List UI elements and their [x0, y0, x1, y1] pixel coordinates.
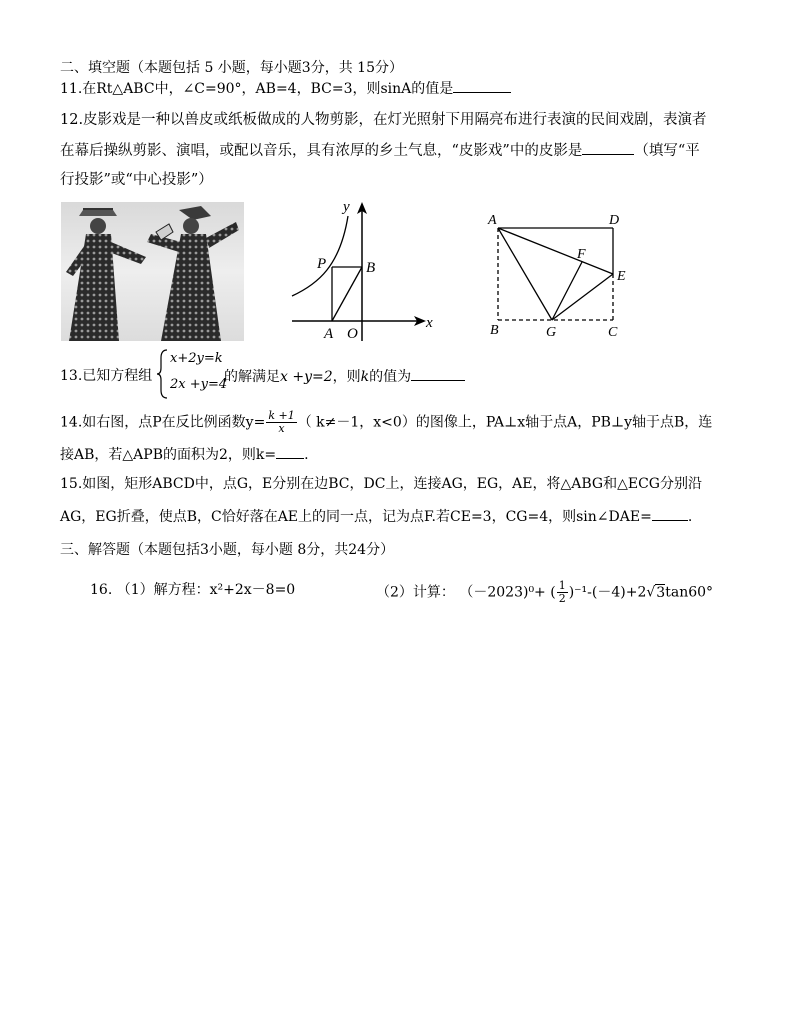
answer-blank-11: [453, 78, 511, 93]
fraction-k-plus-1-over-x: $\frac{k +1}{x}$: [268, 409, 295, 435]
fraction-one-half: $\frac{1}{2}$: [558, 579, 566, 605]
label-A: A: [324, 326, 334, 342]
question-11: [60, 78, 511, 99]
answer-blank-13: [411, 366, 465, 381]
answer-blank-12: [582, 140, 634, 155]
label-G: G: [546, 325, 557, 340]
answer-blank-15: [652, 506, 688, 521]
label-D: D: [609, 213, 620, 228]
segment-AG: [498, 228, 552, 320]
label-A: A: [488, 213, 497, 228]
equation-1: x+2y=k: [170, 351, 223, 366]
question-13: 13.已知方程组: [60, 368, 153, 384]
question-12-line-2: 在幕后操纵剪影、演唱，或配以音乐，具有浓厚的乡土气息，“皮影戏”中的皮影是 （填写“平: [60, 140, 700, 161]
hyperbola-graph-figure: [288, 196, 438, 350]
section-3-heading: 三、解答题（本题包括3小题，每小题 8分，共24分）: [60, 542, 395, 558]
question-15-line-2: AG，EG折叠，使点B，C恰好落在AE上的同一点，记为点F.若CE=3，CG=4，则sin∠DAE= .: [60, 506, 692, 527]
segment-AE: [498, 228, 613, 274]
label-O: O: [347, 326, 358, 342]
label-E: E: [617, 269, 626, 284]
label-x: x: [426, 315, 433, 331]
question-11-text: 11.在Rt△ABC中，∠C=90°，AB=4，BC=3，则sinA的值是: [60, 81, 454, 97]
rectangle-fold-figure: [485, 206, 635, 345]
sqrt-3: 3: [656, 584, 666, 601]
segment-GE: [552, 274, 613, 320]
answer-blank-14: [276, 444, 304, 459]
label-B: B: [490, 323, 499, 338]
question-14-line-2: 接AB，若△APB的面积为2，则k= .: [60, 444, 309, 465]
question-15-line-1: 15.如图，矩形ABCD中，点G，E分别在边BC，DC上，连接AG，EG，AE，将△ABG和△ECG分别沿: [60, 476, 702, 492]
segment-GF: [552, 262, 582, 320]
shadow-puppet-illustration: [61, 202, 244, 341]
rectangle-fold-diagram: [485, 206, 635, 341]
label-P: P: [317, 256, 327, 272]
question-16-part-2: （2）计算： （－2023)⁰+ ( $\frac{1}{2}$ )⁻¹-(－4)+2√3tan60°: [376, 579, 714, 605]
question-13-rest: 的解满足x +y=2，则k的值为: [224, 366, 465, 387]
hyperbola-graph: [288, 196, 438, 346]
question-12-line-3: 行投影”或“中心投影”）: [60, 172, 213, 188]
equation-2: 2x +y=4: [170, 377, 228, 392]
question-12-line-1: 12.皮影戏是一种以兽皮或纸板做成的人物剪影，在灯光照射下用隔亮布进行表演的民间戏剧，表演者: [60, 112, 707, 128]
shadow-puppet-photo: [61, 202, 244, 341]
question-14-line-1: 14.如右图，点P在反比例函数y= $\frac{k +1}{x}$ （ k≠－1，x<0）的图像上，PA⊥x轴于点A，PB⊥y轴于点B，连: [60, 409, 713, 435]
segment-AB: [332, 267, 362, 321]
section-2-heading: 二、填空题（本题包括 5 小题，每小题3分，共 15分）: [60, 60, 403, 76]
label-B: B: [366, 260, 376, 276]
equation-brace: [155, 348, 169, 400]
label-F: F: [577, 247, 586, 262]
label-y: y: [343, 199, 350, 215]
question-16-part-1: 16. （1）解方程：x²+2x－8=0: [90, 582, 296, 598]
label-C: C: [608, 325, 618, 340]
